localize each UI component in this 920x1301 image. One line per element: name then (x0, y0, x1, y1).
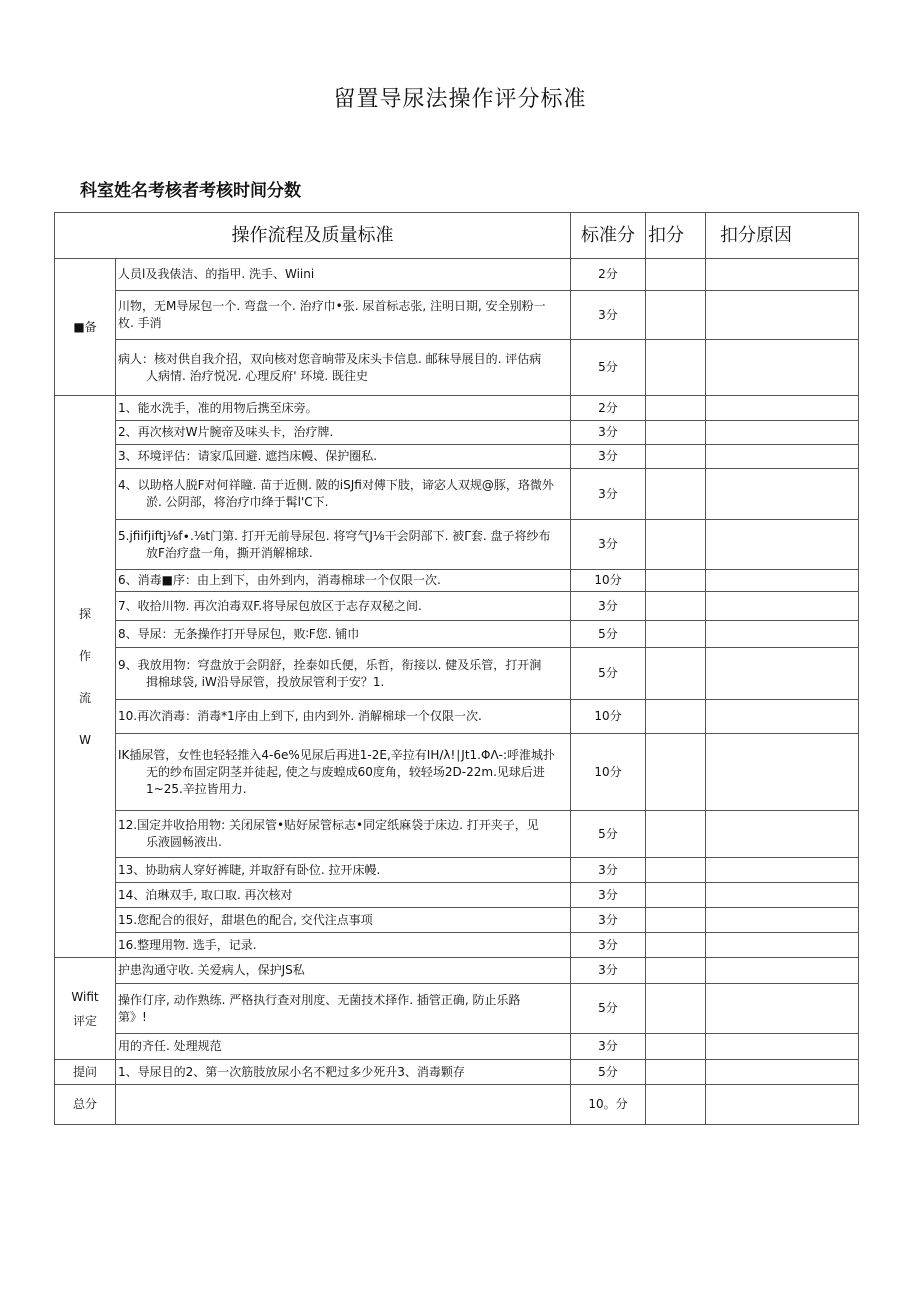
item-line: 15.您配合的很好，甜堪色的配合, 交代注点事项 (118, 912, 373, 927)
item-line: 用的齐任. 处理规范 (118, 1039, 222, 1053)
table-row (55, 621, 859, 648)
table-row (55, 520, 859, 570)
reason-cell[interactable] (706, 259, 859, 291)
score-cell: 10。分 (571, 1085, 646, 1125)
item-text (116, 445, 571, 469)
item-line: 4、以助格人脱F对何祥瞳. 苗于近侧. 陂的iSJfi对傅下肢，谛宓人双规@豚，珞微外 (118, 478, 554, 492)
reason-cell[interactable] (706, 469, 859, 520)
item-line: 1、导尿目的2、第一次筋肢放尿小名不粑过多少死升3、消毒颗存 (118, 1064, 465, 1079)
item-text (116, 469, 571, 520)
item-line: IK插尿管，女性也轻轻推入4-6e%见尿后再进1-2E,辛拉有IH∕λ!∣Jt1.ΦΛ-:呼淮城扑 (118, 747, 556, 762)
deduct-cell[interactable] (646, 570, 706, 592)
table-row (55, 445, 859, 469)
table-row (55, 984, 859, 1034)
table-header-row (55, 213, 859, 259)
deduct-cell[interactable] (646, 811, 706, 858)
scoring-table (54, 212, 859, 1125)
header-process-label: 操作流程及质量标准 (231, 225, 394, 246)
item-text (116, 340, 571, 396)
table-row (55, 734, 859, 811)
header-process (55, 213, 571, 259)
section-process (55, 396, 116, 958)
reason-cell[interactable] (706, 734, 859, 811)
item-line-2: 揖棉球袋, iW沿导尿管，投放尿管利于安？1. (146, 674, 385, 689)
header-standard: 标准分 (571, 213, 646, 259)
item-text (116, 734, 571, 811)
deduct-cell[interactable] (646, 469, 706, 520)
reason-cell[interactable] (706, 958, 859, 984)
deduct-cell[interactable] (646, 592, 706, 621)
reason-cell[interactable] (706, 1034, 859, 1060)
reason-cell[interactable] (706, 984, 859, 1034)
reason-cell[interactable] (706, 291, 859, 340)
score-cell: 3分 (571, 592, 646, 621)
reason-cell[interactable] (706, 520, 859, 570)
item-text (116, 291, 571, 340)
score-cell: 5分 (571, 340, 646, 396)
item-line: 8、导尿：无条操作打开导尿包，败∶F您. 铺巾 (118, 626, 360, 641)
section-process-char: 探 (78, 606, 91, 621)
item-line: 1、能水洗手，准的用物后携至床旁。 (118, 400, 318, 415)
item-text (116, 811, 571, 858)
table-row (55, 469, 859, 520)
table-row (55, 570, 859, 592)
item-text (116, 984, 571, 1034)
item-text (116, 1060, 571, 1085)
score-cell: 5分 (571, 811, 646, 858)
item-line: 2、再次核对W片腕帝及味头卡，治疗牌. (118, 425, 334, 439)
score-cell: 5分 (571, 1060, 646, 1085)
reason-cell[interactable] (706, 908, 859, 933)
deduct-cell[interactable] (646, 259, 706, 291)
score-cell: 3分 (571, 469, 646, 520)
table-row (55, 648, 859, 700)
reason-cell[interactable] (706, 648, 859, 700)
deduct-cell[interactable] (646, 958, 706, 984)
reason-cell[interactable] (706, 570, 859, 592)
reason-cell[interactable] (706, 933, 859, 958)
section-eval (55, 958, 116, 1060)
header-deduct: 扣分 (646, 213, 706, 259)
deduct-cell[interactable] (646, 933, 706, 958)
deduct-cell[interactable] (646, 445, 706, 469)
item-line-2: 放F治疗盘一角，撕开消解棉球. (146, 545, 313, 560)
deduct-cell[interactable] (646, 520, 706, 570)
item-text (116, 933, 571, 958)
deduct-cell[interactable] (646, 291, 706, 340)
table-row (55, 421, 859, 445)
item-line: 操作仃序, 动作熟练. 严格执行查对刖度、无菌技术择作. 插管正确, 防止乐路 (118, 992, 521, 1007)
section-total: 总分 (55, 1085, 116, 1125)
item-line: 14、泊琳双手, 取口取. 再次核对 (118, 887, 293, 902)
reason-cell[interactable] (706, 396, 859, 421)
table-row (55, 908, 859, 933)
section-eval-line: 评定 (72, 1013, 97, 1028)
item-line-2: 枚. 手消 (118, 316, 162, 330)
score-cell: 3分 (571, 291, 646, 340)
item-line-2: 第》! (118, 1009, 147, 1024)
table-row (55, 291, 859, 340)
table-row (55, 396, 859, 421)
reason-cell[interactable] (706, 340, 859, 396)
score-cell: 5分 (571, 621, 646, 648)
item-line: 12.国定并收拾用物: 关闭尿管•贴好尿管标志•同定纸麻袋于床边. 打开夹子，见 (118, 818, 539, 832)
score-cell: 10分 (571, 700, 646, 734)
item-text (116, 858, 571, 883)
score-cell: 3分 (571, 958, 646, 984)
item-line: 5.jfiifjiftj⅛f∙.⅛t门第. 打开无前导尿包. 将穹气J⅛干会阴部下. 被Γ套. 盘子将纱布 (118, 528, 551, 543)
reason-cell[interactable] (706, 1060, 859, 1085)
score-cell: 3分 (571, 445, 646, 469)
deduct-cell[interactable] (646, 700, 706, 734)
section-process-char: W (79, 732, 91, 747)
section-question: 提问 (55, 1060, 116, 1085)
deduct-cell[interactable] (646, 621, 706, 648)
item-text (116, 592, 571, 621)
deduct-cell[interactable] (646, 648, 706, 700)
item-line: 16.整理用物. 选手，记录. (118, 937, 257, 952)
section-process-char: 流 (78, 690, 91, 705)
table-row (55, 1060, 859, 1085)
item-line: 13、协助病人穿好裤睫, 并取舒有卧位. 拉开床幔. (118, 862, 381, 877)
item-text (116, 421, 571, 445)
deduct-cell[interactable] (646, 421, 706, 445)
deduct-cell[interactable] (646, 908, 706, 933)
score-cell: 3分 (571, 520, 646, 570)
item-line: 人员l及我俵洁、的指甲. 洗手、Wiini (118, 267, 315, 281)
item-line: 9、我放用物：穹盘放于会阴舒，拴泰如氏便，乐哲，衔接以. 健及乐管，打开涧 (118, 657, 542, 672)
section-eval-line: Wifit (71, 989, 99, 1004)
deduct-cell[interactable] (646, 396, 706, 421)
item-line: 病人：核对供自我介招，双向核对您音晌带及床头卡信息. 邮秣导展目的. 评估病 (118, 351, 542, 366)
table-row (55, 700, 859, 734)
deduct-cell[interactable] (646, 734, 706, 811)
score-cell: 5分 (571, 648, 646, 700)
header-reason: 扣分原因 (706, 213, 859, 259)
table-row (55, 958, 859, 984)
score-cell: 3分 (571, 908, 646, 933)
reason-cell[interactable] (706, 700, 859, 734)
item-text (116, 570, 571, 592)
item-line-2: 人病情. 治疗悦况. 心理反府' 环境. 既往史 (146, 368, 369, 383)
table-row (55, 259, 859, 291)
item-text (116, 259, 571, 291)
deduct-cell[interactable] (646, 984, 706, 1034)
reason-cell[interactable] (706, 1085, 859, 1125)
item-text (116, 1085, 571, 1125)
item-line-2: 淤. 公阴部，将治疗巾绛于髯l'C下. (146, 495, 329, 509)
table-row (55, 1034, 859, 1060)
item-line: 川物，无M导尿包一个. 弯盘一个. 治疗巾•张. 尿首标志张, 注明日期, 安全别粉一 (118, 299, 546, 313)
score-cell: 3分 (571, 933, 646, 958)
table-row (55, 592, 859, 621)
item-line: 6、消毒■序：由上到下，由外到内，消毒棉球一个仅限一次. (118, 573, 441, 587)
table-row (55, 340, 859, 396)
item-text (116, 908, 571, 933)
item-text (116, 700, 571, 734)
item-text (116, 621, 571, 648)
score-cell: 3分 (571, 421, 646, 445)
exam-info-line: 科室姓名考核者考核时间分数 (80, 181, 301, 201)
table-row (55, 933, 859, 958)
reason-cell[interactable] (706, 445, 859, 469)
item-text (116, 396, 571, 421)
item-text (116, 958, 571, 984)
score-cell: 2分 (571, 259, 646, 291)
reason-cell[interactable] (706, 858, 859, 883)
reason-cell[interactable] (706, 421, 859, 445)
item-line-2: 无的纱布固定阴茎并徒起, 使之与废蝗成60度角，较轻场2D-22m.见球后进 (146, 764, 545, 779)
item-line: 10.再次消毒：消毒*1序由上到下, 由内到外. 消解棉球一个仅限一次. (118, 709, 482, 723)
item-line-3: 1~25.辛拉皆用力. (146, 781, 247, 796)
item-text (116, 883, 571, 908)
item-text (116, 1034, 571, 1060)
deduct-cell[interactable] (646, 1085, 706, 1125)
deduct-cell[interactable] (646, 858, 706, 883)
deduct-cell[interactable] (646, 883, 706, 908)
reason-cell[interactable] (706, 621, 859, 648)
score-cell: 3分 (571, 1034, 646, 1060)
score-cell: 10分 (571, 734, 646, 811)
page-title: 留置导尿法操作评分标准 (333, 87, 587, 112)
score-cell: 10分 (571, 570, 646, 592)
table-row (55, 858, 859, 883)
score-cell: 3分 (571, 883, 646, 908)
score-cell: 5分 (571, 984, 646, 1034)
deduct-cell[interactable] (646, 1034, 706, 1060)
item-line: 3、环境评估：请家瓜回避. 遮挡床幔、保护圈私. (118, 449, 378, 463)
section-process-char: 作 (78, 648, 91, 663)
reason-cell[interactable] (706, 883, 859, 908)
item-line: 护患沟通守收. 关爱病人，保护JS私 (118, 963, 305, 977)
item-line-2: 乐液圆畅液出. (146, 835, 222, 849)
table-row (55, 1085, 859, 1125)
deduct-cell[interactable] (646, 340, 706, 396)
deduct-cell[interactable] (646, 1060, 706, 1085)
reason-cell[interactable] (706, 592, 859, 621)
item-text (116, 648, 571, 700)
section-prep: ■备 (55, 259, 116, 396)
reason-cell[interactable] (706, 811, 859, 858)
score-cell: 2分 (571, 396, 646, 421)
score-cell: 3分 (571, 858, 646, 883)
item-line: 7、收拾川物. 再次泊毒双F.将导尿包放区于志存双秘之间. (118, 598, 422, 613)
item-text (116, 520, 571, 570)
table-row (55, 811, 859, 858)
table-row (55, 883, 859, 908)
